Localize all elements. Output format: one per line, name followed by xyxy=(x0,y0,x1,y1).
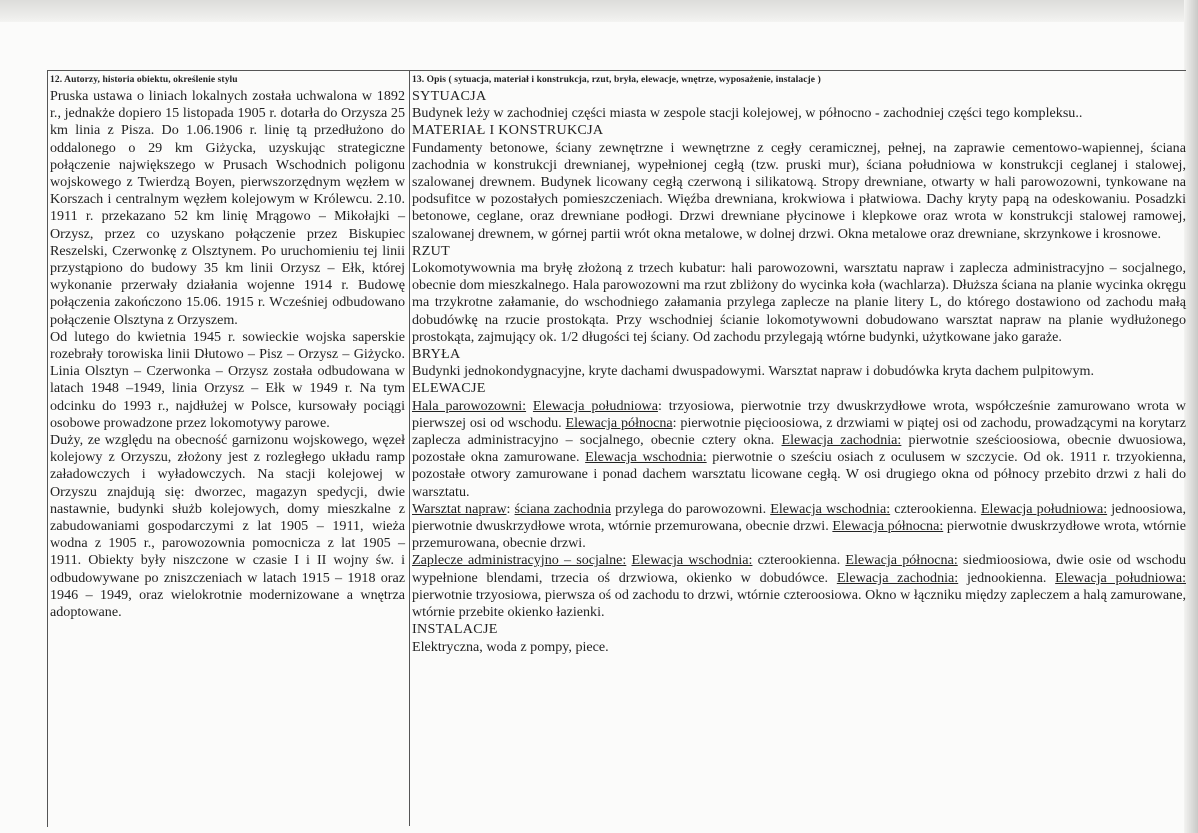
zaplecze-north-label: Elewacja północna: xyxy=(845,552,958,569)
zaplecze-south-label: Elewacja południowa: xyxy=(1055,569,1186,586)
history-text xyxy=(50,88,405,621)
column-divider xyxy=(409,70,410,826)
hala-north-text: : pierwotnie pięcioosiowa, z drzwiami w piątej osi od zachodu, prowadzącymi na korytarz zaplecza administracyjno – socjalnego, obecnie cztery okna. xyxy=(412,414,1186,449)
warsztat-north-text: pierwotnie dwuskrzydłowe wrota, wtórnie przemurowana, obecnie drzwi. xyxy=(412,518,1186,552)
warsztat-south-text: jednoosiowa, pierwotnie dwuskrzydłowe wrota, wtórnie przemurowana, obecnie drzwi. xyxy=(412,500,1186,535)
zaplecze-north-text: siedmioosiowa, dwie osie od wschodu wypełnione blendami, trzecia oś drzwiowa, okienko w dobudówce. xyxy=(412,552,1186,586)
warsztat-west-label: ściana zachodnia xyxy=(514,500,611,517)
hala-east-text: pierwotnie o sześciu osiach z oculusem w szczycie. Od ok. 1911 r. trzyokienna, pozostałe otwory zamurowane i ponad dachem warsztatu licowane cegłą. W osi drugiego okna od północy przebito drzwi z hali do warsztatu. xyxy=(412,449,1186,500)
history-paragraph-1: Pruska ustawa o liniach lokalnych została uchwalona w 1892 r., jednakże dopiero 15 listopada 1905 r. dotarła do Orzysza 25 km linia z Pisza. Do 1.06.1906 r. linię tą przedłużono do oddalonego o 29 km Giżycka, uzyskując strategiczne połączenie największego w Prusach Wschodnich poligonu wojskowego z Twierdzą Boyen, pierwszorzędnym węzłem w Korszach i centralnym węzłem kolejowym w Królewcu. 2.10. 1911 r. przekazano 52 km linię Mrągowo – Mikołajki – Orzysz, przez co uzyskano połączenie przez Biskupiec Reszelski, Czerwonkę z Olsztynem. Po uruchomieniu tej linii przystąpiono do budowy 35 km linii Orzysz – Ełk, której wykonanie przerwały działania wojenne 1914 r. Budowę połączenia zakończono 15.06. 1915 r. Wcześniej odbudowano połączenie Olsztyna z Orzyszem. xyxy=(50,88,405,328)
section-title-bryla: BRYŁA xyxy=(412,346,461,363)
history-paragraph-3: Duży, ze względu na obecność garnizonu wojskowego, węzeł kolejowy z Orzyszu, złożony jest z rozległego układu ramp załadowczych i wyładowczych. Na stacji kolejowej w Orzyszu znajdują się: dworzec, magazyn spedycji, dwie nastawnie, budynki służb kolejowych, domy mieszkalne z zabudowaniami gospodarczymi z lat 1905 – 1911, wieża wodna z 1905 r., parowozownia pomocnicza z lat 1905 – 1911. Obiekty były niszczone w czasie I i II wojny św. i odbudowywane po zniszczeniach w latach 1915 – 1918 oraz 1946 – 1949, oraz wielokrotnie modernizowane a wnętrza adoptowane. xyxy=(50,432,405,621)
elewacje-warsztat-paragraph xyxy=(412,501,1186,553)
description-column xyxy=(412,73,1186,656)
warsztat-label: Warsztat napraw xyxy=(412,500,507,517)
section-title-material: MATERIAŁ I KONSTRUKCJA xyxy=(412,122,604,139)
section-body-rzut: Lokomotywownia ma bryłę złożoną z trzech kubatur: hali parowozowni, warsztatu napraw i zaplecza administracyjno – socjalnego, obecnie dom mieszkalnego. Hala parowozowni ma rzut zbliżony do wycinka koła (wachlarza). Dłuższa ściana na planie wycinka okręgu ma trzykrotne załamanie, do wschodniego załamania przylega zaplecze na planie litery L, do którego dostawiono od zachodu małą dobudówkę na rzucie prostokąta. Przy wschodniej ścianie lokomotywowni dobudowano warsztat napraw na planie wydłużonego prostokąta, zajmujący ok. 1/2 długości tej ściany. Od zachodu przylegają wtórne budynki, użytkowane jako garaże. xyxy=(412,260,1186,345)
zaplecze-east-text: czterookienna. xyxy=(752,552,846,569)
hala-south-text: : trzyosiowa, pierwotnie trzy dwuskrzydłowe wrota, współcześnie zamurowano wrota w pierwszej osi od wschodu. xyxy=(412,397,1186,431)
zaplecze-south-text: pierwotnie trzyosiowa, pierwsza oś od zachodu to drzwi, wtórnie czteroosiowa. Okno w łączniku między zapleczem a halą zamurowane, wtórnie przebite okienko łazienki. xyxy=(412,586,1186,621)
history-paragraph-2: Od lutego do kwietnia 1945 r. sowieckie wojska saperskie rozebrały torowiska linii Dłutowo – Pisz – Orzysz – Giżycko. Linia Olsztyn – Czerwonka – Orzysz została odbudowana w latach 1948 –1949, linia Orzysz – Ełk w 1949 r. Na tym odcinku do 1993 r., najdłużej w Polsce, kursowały pociągi osobowe prowadzone przez lokomotywy parowe. xyxy=(50,328,405,431)
section-body-material: Fundamenty betonowe, ściany zewnętrzne i wewnętrzne z cegły ceramicznej, pełnej, na zaprawie cementowo-wapiennej, ściana zachodnia w konstrukcji drewnianej, wypełnionej cegłą (tzw. pruski mur), ściana południowa w konstrukcji ceglanej i stalowej, szalowanej drewnem. Budynek licowany cegłą czerwoną i silikatową. Stropy drewniane, otwarty w hali parowozowni, tynkowane na podsufitce w pozostałych pomieszczeniach. Więźba drewniana, krokwiowa i płatwiowa. Dachy kryty papą na odeskowaniu. Posadzki betonowe, ceglane, oraz drewniane podłogi. Drzwi drewniane płycinowe i klepkowe oraz wrota w konstrukcji stalowej ramowej, szalowanej drewnem, w górnej partii wrót okna metalowe, w dolnej drzwi. Okna metalowe oraz drewniane, skrzynkowe i krosnowe. xyxy=(412,139,1186,242)
scan-shadow-top xyxy=(0,0,1198,22)
zaplecze-west-label: Elewacja zachodnia: xyxy=(836,569,959,586)
section-body-bryla: Budynki jednokondygnacyjne, kryte dachami dwuspadowymi. Warsztat napraw i dobudówka kryta dachem pulpitowym. xyxy=(412,363,1094,380)
section-title-rzut: RZUT xyxy=(412,242,450,259)
hala-north-label: Elewacja północna xyxy=(565,414,673,431)
elewacje-hala-paragraph xyxy=(412,398,1186,501)
history-header: 12. Autorzy, historia obiektu, określenie stylu xyxy=(50,75,238,85)
warsztat-west-text: przylega do parowozowni. xyxy=(610,500,771,517)
section-title-sytuacja: SYTUACJA xyxy=(412,88,487,104)
section-body-instalacje: Elektryczna, woda z pompy, piece. xyxy=(412,638,609,655)
hala-south-label: Elewacja południowa xyxy=(532,397,658,414)
warsztat-south-label: Elewacja południowa: xyxy=(980,500,1108,517)
elewacje-zaplecze-paragraph xyxy=(412,552,1186,621)
warsztat-east-text: czterookienna. xyxy=(890,500,981,517)
hala-east-label: Elewacja wschodnia: xyxy=(585,449,707,466)
hala-west-label: Elewacja zachodnia: xyxy=(781,432,902,449)
warsztat-east-label: Elewacja wschodnia: xyxy=(770,500,891,517)
scan-shadow-right xyxy=(1184,0,1198,833)
hala-label: Hala parowozowni: xyxy=(412,397,527,414)
warsztat-sep: : xyxy=(506,500,515,517)
section-title-instalacje: INSTALACJE xyxy=(412,621,498,638)
zaplecze-label: Zaplecze administracyjno – socjalne: xyxy=(412,552,627,569)
section-title-elewacje: ELEWACJE xyxy=(412,380,486,397)
history-column xyxy=(50,73,405,621)
section-body-sytuacja: Budynek leży w zachodniej części miasta w zespole stacji kolejowej, w północno - zachodniej części tego kompleksu.. xyxy=(412,105,1083,122)
zaplecze-east-label: Elewacja wschodnia: xyxy=(631,552,753,569)
zaplecze-west-text: jednookienna. xyxy=(958,569,1056,586)
description-header: 13. Opis ( sytuacja, materiał i konstrukcja, rzut, bryła, elewacje, wnętrze, wyposażenie, instalacje ) xyxy=(412,75,821,85)
hala-west-text: pierwotnie sześcioosiowa, obecnie dwuosiowa, pozostałe okna zamurowane. xyxy=(412,432,1187,466)
warsztat-north-label: Elewacja północna: xyxy=(832,518,944,535)
